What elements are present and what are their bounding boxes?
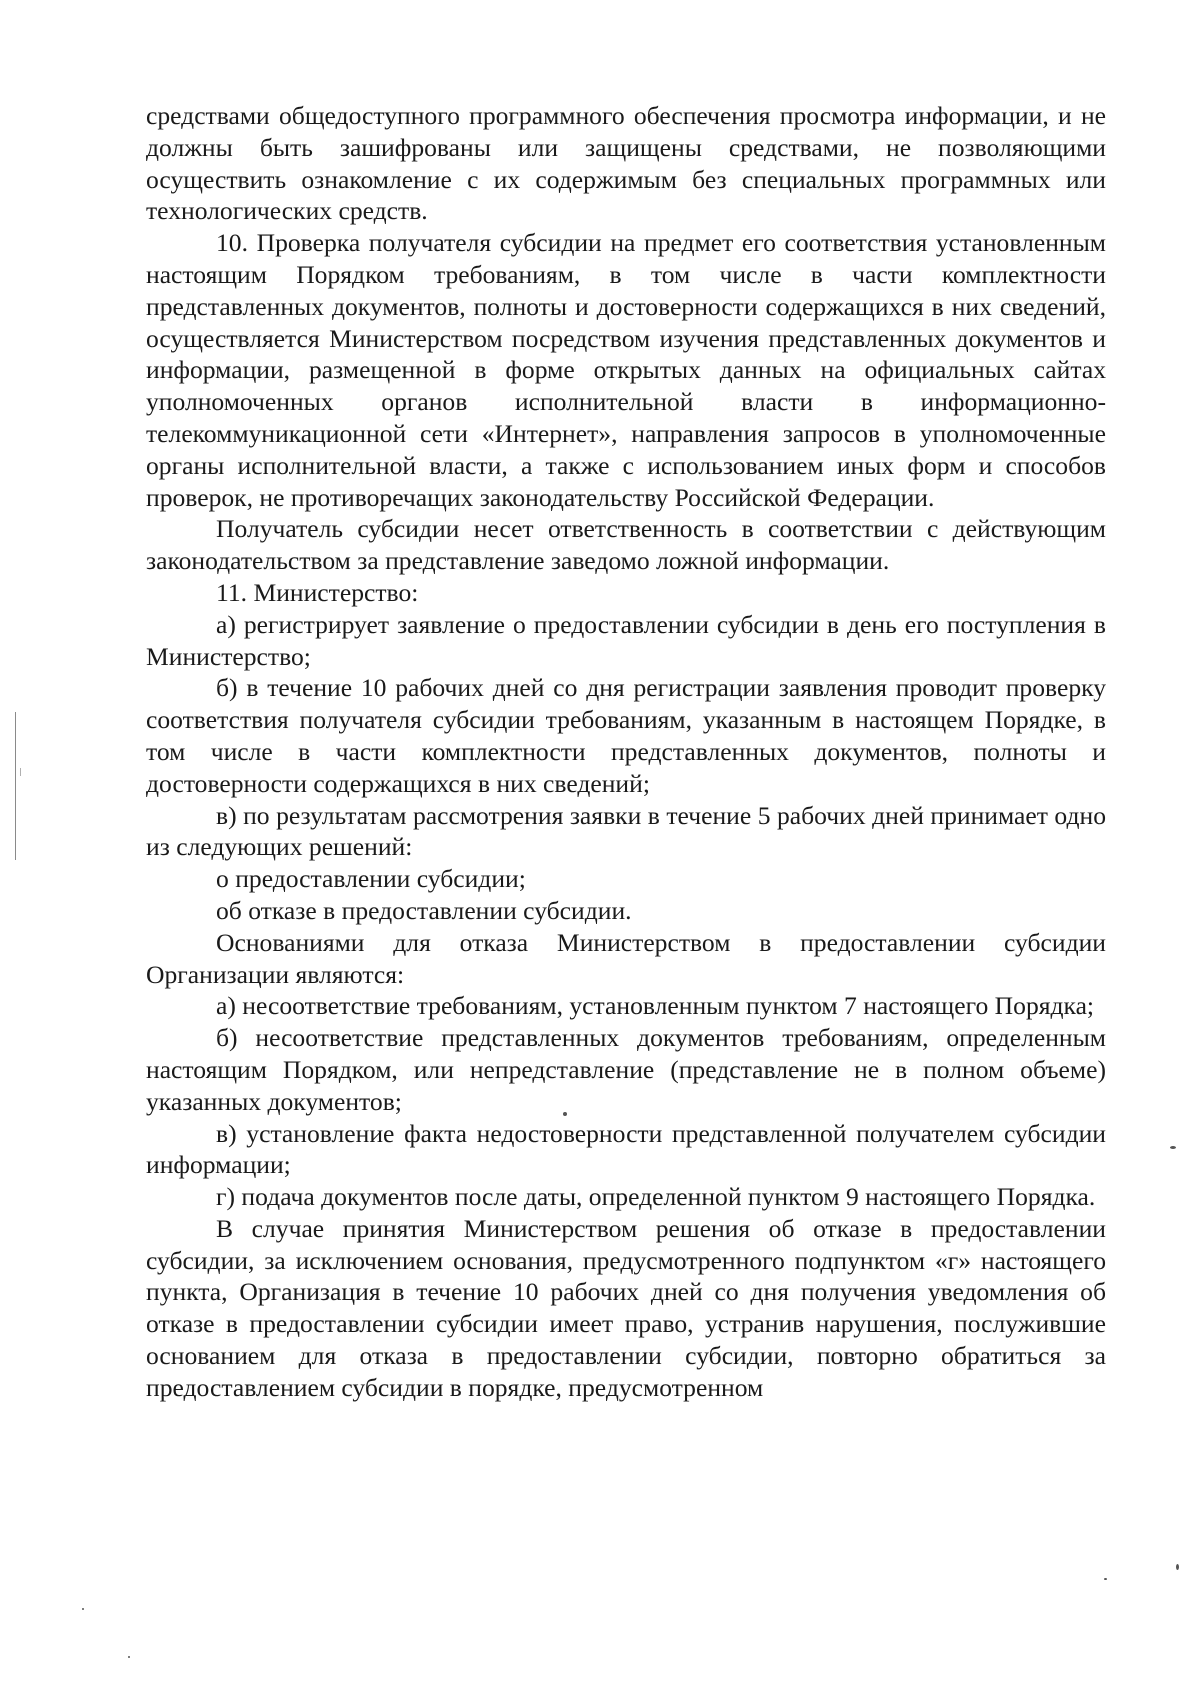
document-body [146, 100, 1106, 1404]
paragraph-item-10: 10. Проверка получателя субсидии на предмет его соответствия установленным настоящим Порядком требованиям, в том числе в части комплектности представленных документов, полноты и достоверности содержащихся в них сведений, осуществляется Министерством посредством изучения представленных документов и информации, размещенной в форме открытых данных на официальных сайтах уполномоченных органов исполнительной власти в информационно-телекоммуникационной сети «Интернет», направления запросов в уполномоченные органы исполнительной власти, а также с использованием иных форм и способов проверок, не противоречащих законодательству Российской Федерации. [146, 228, 1106, 512]
paragraph-responsibility: Получатель субсидии несет ответственность в соответствии с действующим законодательством за представление заведомо ложной информации. [146, 514, 1106, 576]
scan-speck [128, 1656, 130, 1658]
paragraph-ground-a: а) несоответствие требованиям, установленным пунктом 7 настоящего Порядка; [216, 991, 1095, 1021]
scan-binding-mark [20, 768, 21, 776]
scan-speck [563, 1112, 567, 1116]
paragraph-ground-v: в) установление факта недостоверности представленной получателем субсидии информации; [146, 1118, 1106, 1180]
scan-speck [1104, 1578, 1107, 1580]
paragraph-resubmission: В случае принятия Министерством решения об отказе в предоставлении субсидии, за исключением основания, предусмотренного подпунктом «г» настоящего пункта, Организация в течение 10 рабочих дней со дня получения уведомления об отказе в предоставлении субсидии имеет право, устранив нарушения, послужившие основанием для отказа в предоставлении субсидии, повторно обратиться за предоставлением субсидии в порядке, предусмотренном [146, 1213, 1106, 1402]
paragraph-decision-refuse: об отказе в предоставлении субсидии. [216, 895, 632, 925]
paragraph-continuation: средствами общедоступного программного обеспечения просмотра информации, и не должны быть зашифрованы или защищены средствами, не позволяющими осуществить ознакомление с их содержимым без специальных программных или технологических средств. [146, 101, 1106, 226]
scan-speck [1176, 1564, 1179, 1570]
paragraph-ground-g: г) подача документов после даты, определенной пунктом 9 настоящего Порядка. [216, 1182, 1096, 1212]
paragraph-11v: в) по результатам рассмотрения заявки в течение 5 рабочих дней принимает одно из следующих решений: [146, 800, 1106, 862]
paragraph-refusal-grounds: Основаниями для отказа Министерством в предоставлении субсидии Организации являются: [146, 927, 1106, 989]
paragraph-11a: а) регистрирует заявление о предоставлении субсидии в день его поступления в Министерство; [146, 609, 1106, 671]
scan-speck [82, 1608, 84, 1610]
paragraph-item-11: 11. Министерство: [216, 577, 419, 607]
paragraph-ground-b: б) несоответствие представленных документов требованиям, определенным настоящим Порядком, или непредставление (представление не в полном объеме) указанных документов; [146, 1023, 1106, 1116]
paragraph-11b: б) в течение 10 рабочих дней со дня регистрации заявления проводит проверку соответствия получателя субсидии требованиям, указанным в настоящем Порядке, в том числе в части комплектности представленных документов, полноты и достоверности содержащихся в них сведений; [146, 673, 1106, 798]
scan-speck [1170, 1146, 1176, 1149]
scan-binding-mark [15, 712, 16, 860]
paragraph-decision-grant: о предоставлении субсидии; [216, 864, 526, 894]
